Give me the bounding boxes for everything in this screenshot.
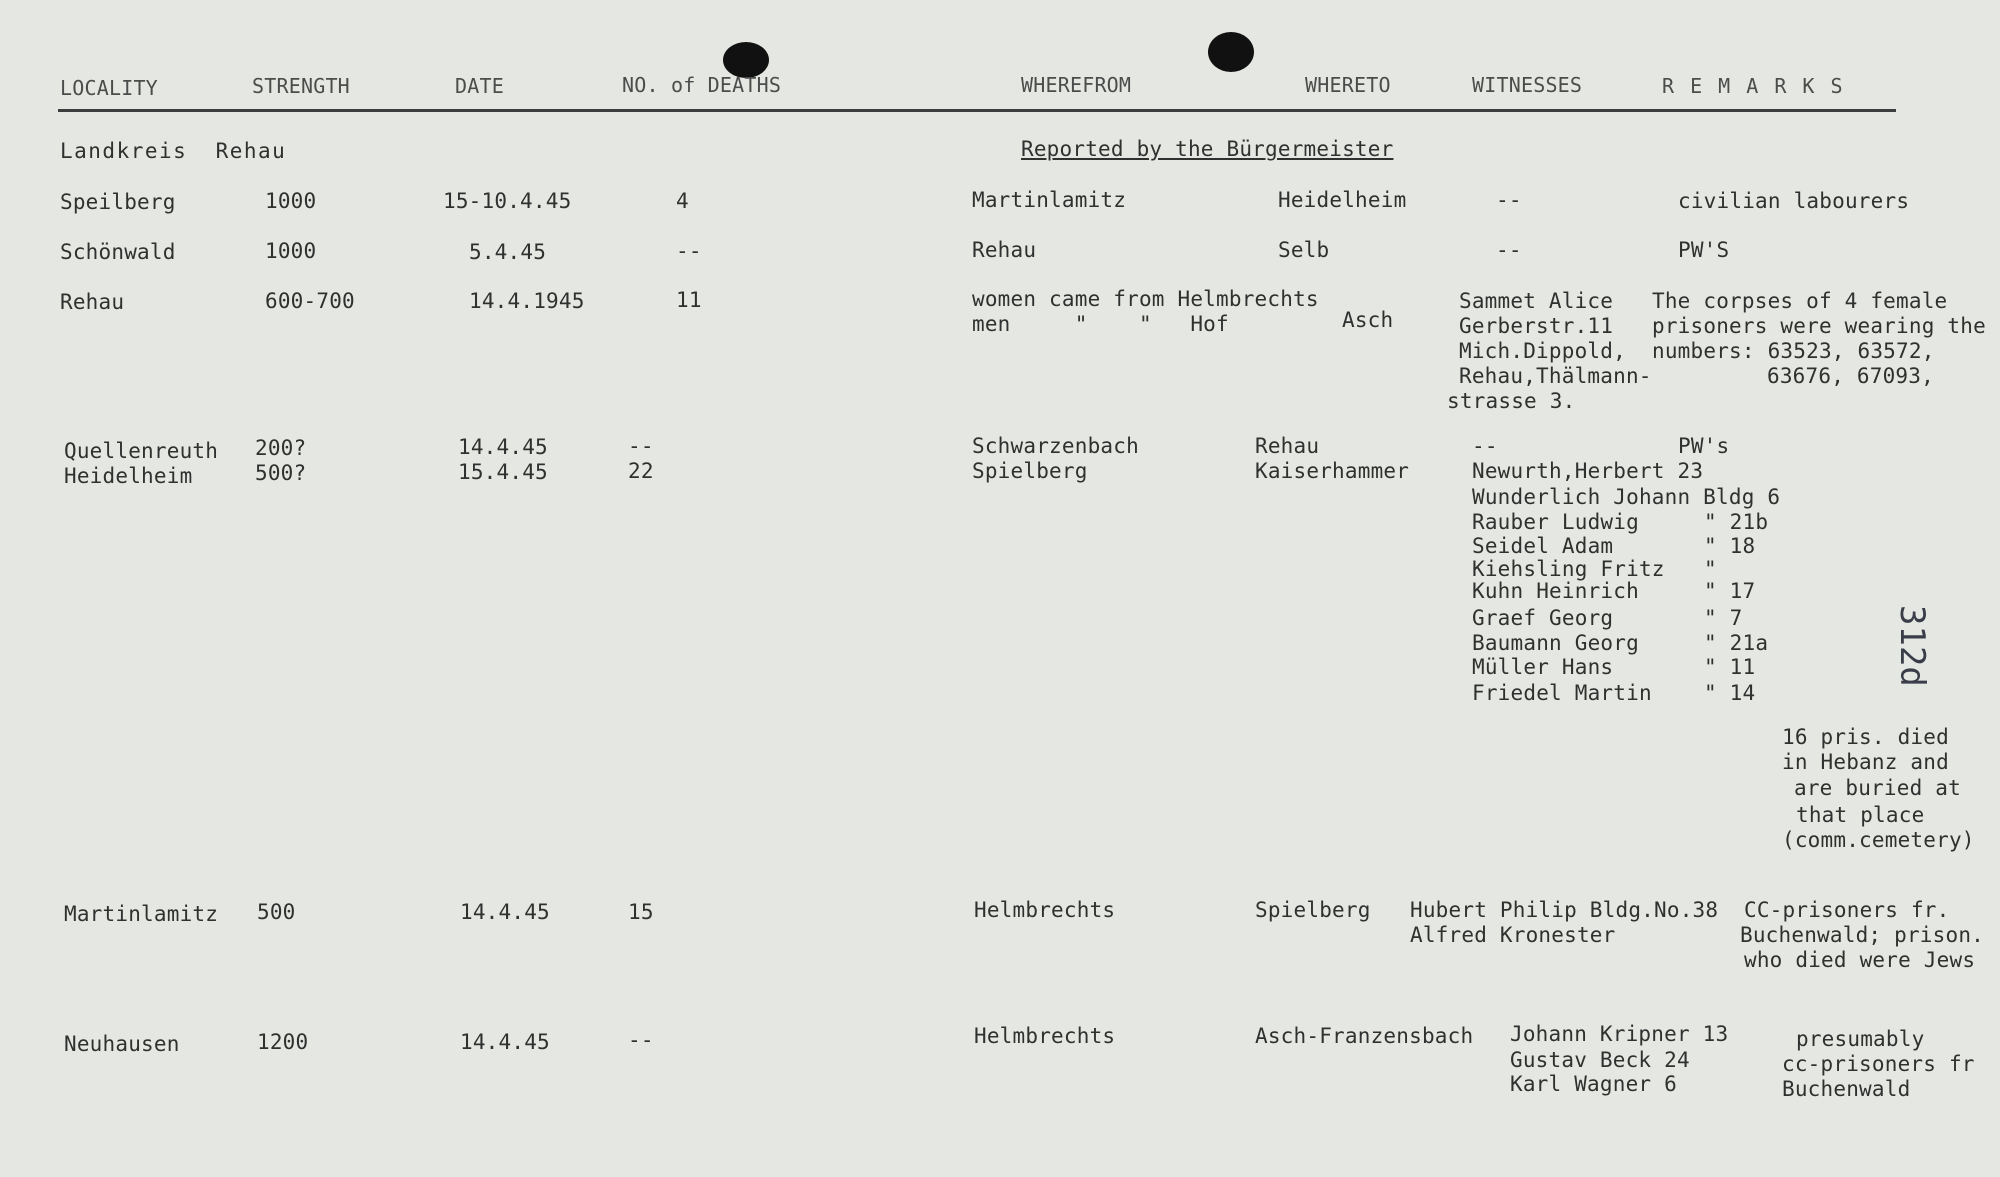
table-row-remarks: prisoners were wearing the <box>1652 314 1986 338</box>
table-row-strength: 1000 <box>265 239 317 263</box>
table-row-whereto: Rehau <box>1255 434 1320 458</box>
table-row-locality: Quellenreuth <box>64 439 219 463</box>
table-row-deaths: 11 <box>676 288 702 312</box>
table-row-strength: 1200 <box>257 1030 309 1054</box>
table-row-locality: Schönwald <box>60 240 176 264</box>
table-row-remarks: (comm.cemetery) <box>1782 828 1975 852</box>
table-row-witnesses: strasse 3. <box>1447 389 1576 413</box>
table-row-remarks: The corpses of 4 female <box>1652 289 1948 313</box>
table-row-whereto: Asch-Franzensbach <box>1255 1024 1474 1048</box>
witness-name: Friedel Martin <box>1472 681 1652 705</box>
table-row-date: 14.4.45 <box>460 1030 550 1054</box>
table-row-wherefrom: Spielberg <box>972 459 1088 483</box>
table-row-remarks: Buchenwald; prison. <box>1740 923 1985 947</box>
table-row-date: 14.4.45 <box>460 900 550 924</box>
header-wherefrom: WHEREFROM <box>1021 73 1132 97</box>
witness-name: Newurth,Herbert 23 <box>1472 459 1704 483</box>
table-row-witnesses: Johann Kripner 13 <box>1510 1022 1729 1046</box>
table-row-witnesses: Mich.Dippold, <box>1459 339 1626 363</box>
page-number: 312d <box>1892 605 1932 687</box>
table-row-witnesses: Karl Wagner 6 <box>1510 1072 1677 1096</box>
table-row-witnesses: -- <box>1496 238 1522 262</box>
ink-blot <box>1208 32 1254 72</box>
table-row-witnesses: Gerberstr.11 <box>1459 314 1614 338</box>
table-row-witnesses: -- <box>1496 188 1522 212</box>
table-row-deaths: 15 <box>628 900 654 924</box>
table-row-remarks: PW'S <box>1678 238 1730 262</box>
witness-bldg: " 14 <box>1704 681 1756 705</box>
witness-bldg: " 18 <box>1704 534 1756 558</box>
table-row-date: 14.4.1945 <box>469 289 585 313</box>
table-row-locality: Speilberg <box>60 190 176 214</box>
table-row-locality: Rehau <box>60 290 125 314</box>
table-row-strength: 200? <box>255 436 307 460</box>
witness-name: Kuhn Heinrich <box>1472 579 1639 603</box>
table-row-deaths: -- <box>676 239 702 263</box>
witness-bldg: " <box>1704 557 1717 581</box>
table-row-strength: 600-700 <box>265 289 355 313</box>
witness-name: Müller Hans <box>1472 655 1614 679</box>
table-row-deaths: -- <box>628 1028 654 1052</box>
table-row-whereto: Heidelheim <box>1278 188 1407 212</box>
table-row-whereto: Asch <box>1342 308 1394 332</box>
table-row-date: 15.4.45 <box>458 460 548 484</box>
table-row-wherefrom: women came from Helmbrechts <box>972 287 1319 311</box>
witness-name: Wunderlich Johann Bldg 6 <box>1472 485 1781 509</box>
witness-bldg: " 11 <box>1704 655 1756 679</box>
witness-bldg: " 7 <box>1704 606 1743 630</box>
table-row-locality: Martinlamitz <box>64 902 219 926</box>
table-row-deaths: -- <box>628 434 654 458</box>
table-row-remarks: Buchenwald <box>1782 1077 1911 1101</box>
reported-by: Reported by the Bürgermeister <box>1021 137 1394 161</box>
table-row-locality: Neuhausen <box>64 1032 180 1056</box>
table-row-witnesses: Rehau,Thälmann- <box>1459 364 1652 388</box>
table-row-wherefrom: Helmbrechts <box>974 898 1116 922</box>
table-row-deaths: 4 <box>676 189 689 213</box>
table-row-locality: Heidelheim <box>64 464 193 488</box>
table-row-remarks: PW's <box>1678 434 1730 458</box>
witness-bldg: " 21b <box>1704 510 1769 534</box>
header-strength: STRENGTH <box>252 74 350 98</box>
table-row-remarks: civilian labourers <box>1678 189 1910 213</box>
table-row-wherefrom: men " " Hof <box>972 312 1229 336</box>
table-row-wherefrom: Schwarzenbach <box>972 434 1139 458</box>
table-row-remarks: cc-prisoners fr <box>1782 1052 1975 1076</box>
table-row-strength: 1000 <box>265 189 317 213</box>
header-deaths: NO. of DEATHS <box>622 73 782 97</box>
table-row-wherefrom: Rehau <box>972 238 1037 262</box>
table-row-date: 15-10.4.45 <box>443 189 572 213</box>
table-row-remarks: who died were Jews <box>1744 948 1976 972</box>
table-row-whereto: Selb <box>1278 238 1330 262</box>
table-row-date: 5.4.45 <box>469 240 547 264</box>
table-row-wherefrom: Helmbrechts <box>974 1024 1116 1048</box>
table-row-deaths: 22 <box>628 459 654 483</box>
table-row-wherefrom: Martinlamitz <box>972 188 1127 212</box>
witness-bldg: " 17 <box>1704 579 1756 603</box>
table-row-strength: 500? <box>255 461 307 485</box>
table-row-witnesses: -- <box>1472 434 1498 458</box>
witness-name: Baumann Georg <box>1472 631 1639 655</box>
table-row-witnesses: Hubert Philip Bldg.No.38 <box>1410 898 1719 922</box>
header-rule <box>58 109 1896 112</box>
header-locality: LOCALITY <box>60 76 158 100</box>
table-row-remarks: 16 pris. died <box>1782 725 1949 749</box>
witness-name: Rauber Ludwig <box>1472 510 1639 534</box>
witness-bldg: " 21a <box>1704 631 1769 655</box>
table-row-remarks: 63676, 67093, <box>1767 364 1934 388</box>
witness-name: Kiehsling Fritz <box>1472 557 1665 581</box>
table-row-remarks: are buried at <box>1794 776 1961 800</box>
district-label: Landkreis Rehau <box>60 139 287 163</box>
table-row-witnesses: Sammet Alice <box>1459 289 1614 313</box>
header-date: DATE <box>455 74 504 98</box>
header-witnesses: WITNESSES <box>1472 73 1583 97</box>
table-row-whereto: Spielberg <box>1255 898 1371 922</box>
header-remarks: R E M A R K S <box>1662 74 1845 98</box>
table-row-strength: 500 <box>257 900 296 924</box>
table-row-remarks: numbers: 63523, 63572, <box>1652 339 1935 363</box>
table-row-remarks: CC-prisoners fr. <box>1744 898 1950 922</box>
table-row-remarks: that place <box>1796 803 1925 827</box>
table-row-remarks: presumably <box>1796 1027 1925 1051</box>
witness-name: Seidel Adam <box>1472 534 1614 558</box>
table-row-witnesses: Gustav Beck 24 <box>1510 1048 1690 1072</box>
table-row-date: 14.4.45 <box>458 435 548 459</box>
witness-name: Graef Georg <box>1472 606 1614 630</box>
header-whereto: WHERETO <box>1305 73 1391 97</box>
table-row-witnesses: Alfred Kronester <box>1410 923 1616 947</box>
table-row-whereto: Kaiserhammer <box>1255 459 1410 483</box>
table-row-remarks: in Hebanz and <box>1782 750 1949 774</box>
